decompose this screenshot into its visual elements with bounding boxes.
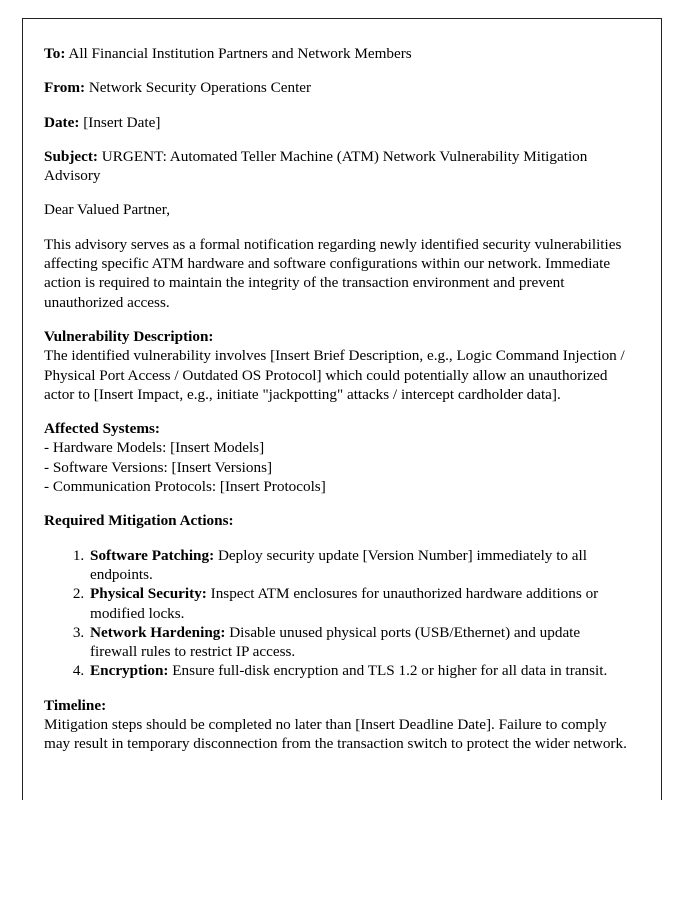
intro-paragraph: This advisory serves as a formal notification regarding newly identified security vulnerabilities affecting specific ATM hardware and software configurations within our network. Immediate action is required to maintain the integrity of the transaction environment and prevent unauthorized access. [44,235,622,311]
field-from-label: From: [44,79,86,97]
affected-systems-line: - Hardware Models: [Insert Models] [44,439,265,457]
field-subject [44,147,628,186]
field-date [44,113,628,132]
field-to-label: To: [44,45,66,62]
list-item [88,584,628,623]
list-item-term: Encryption: [90,662,169,680]
field-date-label: Date: [44,113,80,131]
list-item-text: Ensure full-disk encryption and TLS 1.2 or higher for all data in transit. [168,662,608,680]
affected-systems-section [44,419,628,496]
list-item [88,546,628,585]
field-from-value: Network Security Operations Center [85,79,312,97]
list-item-text: Deploy security update [Version Number] immediately to all endpoints. [90,546,587,583]
list-item-text: Disable unused physical ports (USB/Ethernet) and update firewall rules to restrict IP access. [90,623,581,661]
document-body [44,44,628,769]
affected-systems-heading: Affected Systems: [44,420,160,438]
timeline-text: Mitigation steps should be completed no later than [Insert Deadline Date]. Failure to comply may result in temporary disconnection from the transaction switch to protect the wider network. [44,716,627,753]
field-subject-value: URGENT: Automated Teller Machine (ATM) Network Vulnerability Mitigation Advisory [44,147,588,185]
required-mitigation-actions-heading: Required Mitigation Actions: [44,512,234,530]
list-item-term: Software Patching: [90,546,215,564]
affected-systems-line: - Software Versions: [Insert Versions] [44,458,273,476]
mitigation-actions-list [44,546,628,681]
vulnerability-description-text: The identified vulnerability involves [Insert Brief Description, e.g., Logic Command Injection / Physical Port Access / Outdated OS Protocol] which could potentially allow an unauthorized actor to [Insert Impact, e.g., initiate "jackpotting" attacks / intercept cardholder data]. [44,347,625,403]
vulnerability-description-heading: Vulnerability Description: [44,327,214,345]
field-subject-label: Subject: [44,147,98,165]
field-to-value: All Financial Institution Partners and Network Members [65,45,412,62]
vulnerability-description-section [44,327,628,404]
affected-systems-line: - Communication Protocols: [Insert Protocols] [44,478,326,496]
list-item [88,623,628,662]
timeline-section [44,696,628,754]
salutation: Dear Valued Partner, [44,201,171,219]
list-item-text: Inspect ATM enclosures for unauthorized hardware additions or modified locks. [90,585,599,622]
list-item-term: Physical Security: [90,585,207,603]
required-mitigation-actions-section [44,511,628,530]
timeline-heading: Timeline: [44,696,107,714]
field-date-value: [Insert Date] [79,113,161,131]
list-item-term: Network Hardening: [90,623,226,641]
field-from [44,78,628,97]
field-to [44,44,628,63]
list-item [88,661,628,680]
